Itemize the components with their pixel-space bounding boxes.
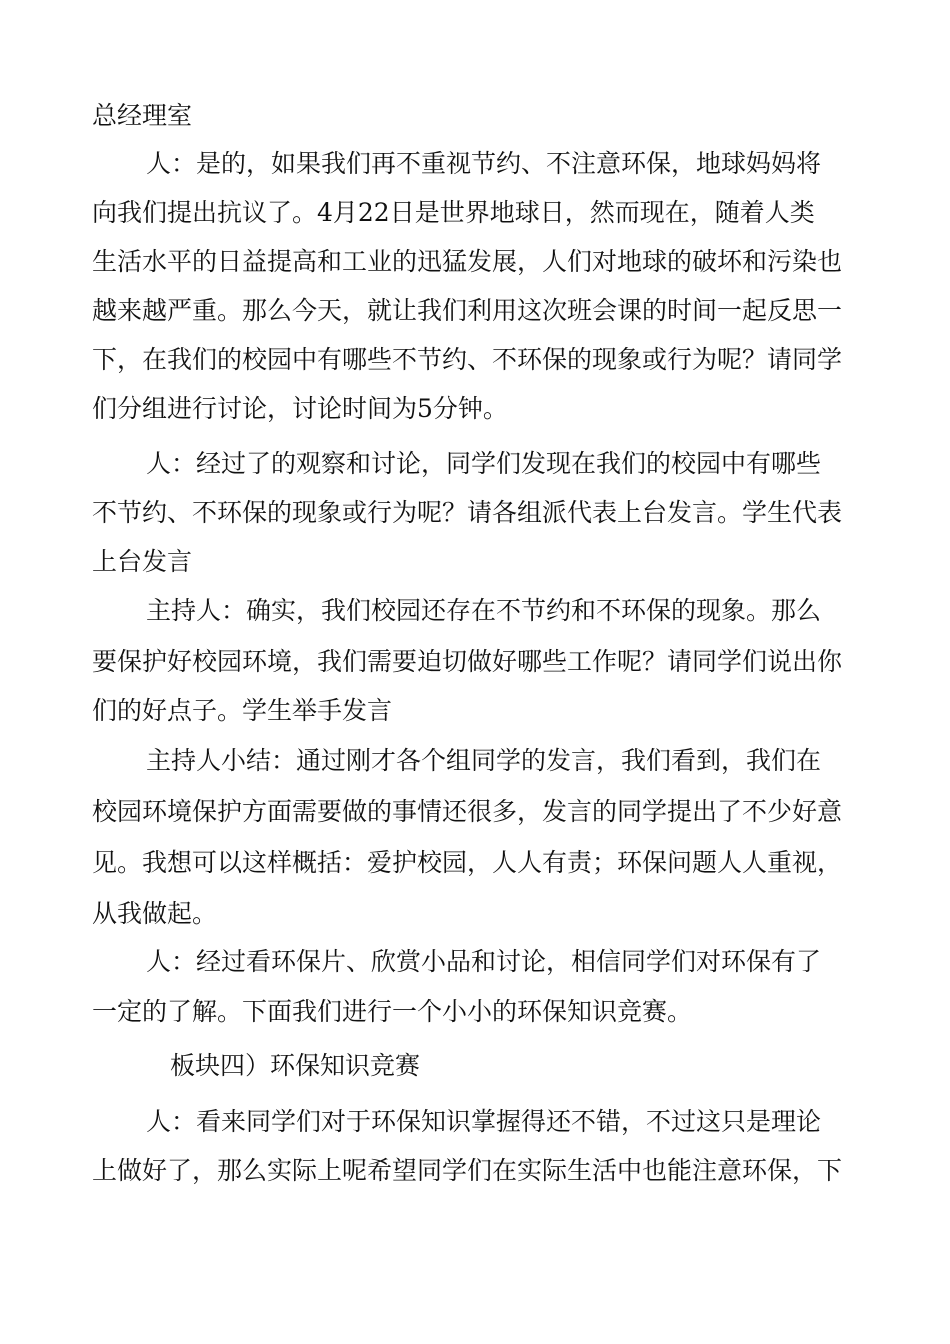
text-line: 人：经过看环保片、欣赏小品和讨论，相信同学们对环保有了	[146, 947, 822, 976]
text-line: 下，在我们的校园中有哪些不节约、不环保的现象或行为呢？请同学	[92, 345, 843, 374]
text-line: 人：经过了的观察和讨论，同学们发现在我们的校园中有哪些	[146, 449, 822, 478]
section-heading: 板块四）环保知识竞赛	[170, 1051, 421, 1080]
text-line: 向我们提出抗议了。4月22日是世界地球日，然而现在，随着人类	[92, 198, 815, 227]
text-line: 从我做起。	[92, 899, 218, 928]
text-line: 要保护好校园环境，我们需要迫切做好哪些工作呢？请同学们说出你	[92, 647, 843, 676]
text-line: 们分组进行讨论，讨论时间为5分钟。	[92, 394, 508, 423]
text-line: 校园环境保护方面需要做的事情还很多，发言的同学提出了不少好意	[92, 797, 843, 826]
text-line: 生活水平的日益提高和工业的迅猛发展，人们对地球的破坏和污染也	[92, 247, 843, 276]
text-line: 人：是的，如果我们再不重视节约、不注意环保，地球妈妈将	[146, 149, 822, 178]
text-line: 见。我想可以这样概括：爱护校园，人人有责；环保问题人人重视，	[92, 848, 843, 877]
text-line: 主持人：确实，我们校园还存在不节约和不环保的现象。那么	[146, 596, 822, 625]
text-line: 越来越严重。那么今天，就让我们利用这次班会课的时间一起反思一	[92, 296, 843, 325]
text-line: 上做好了，那么实际上呢希望同学们在实际生活中也能注意环保，下	[92, 1156, 843, 1185]
text-line: 人：看来同学们对于环保知识掌握得还不错，不过这只是理论	[146, 1107, 822, 1136]
text-line: 上台发言	[92, 547, 193, 576]
text-line: 不节约、不环保的现象或行为呢？请各组派代表上台发言。学生代表	[92, 498, 843, 527]
text-line: 主持人小结：通过刚才各个组同学的发言，我们看到，我们在	[146, 746, 822, 775]
text-line: 一定的了解。下面我们进行一个小小的环保知识竞赛。	[92, 997, 693, 1026]
text-line: 总经理室	[92, 101, 193, 130]
text-line: 们的好点子。学生举手发言	[92, 696, 393, 725]
